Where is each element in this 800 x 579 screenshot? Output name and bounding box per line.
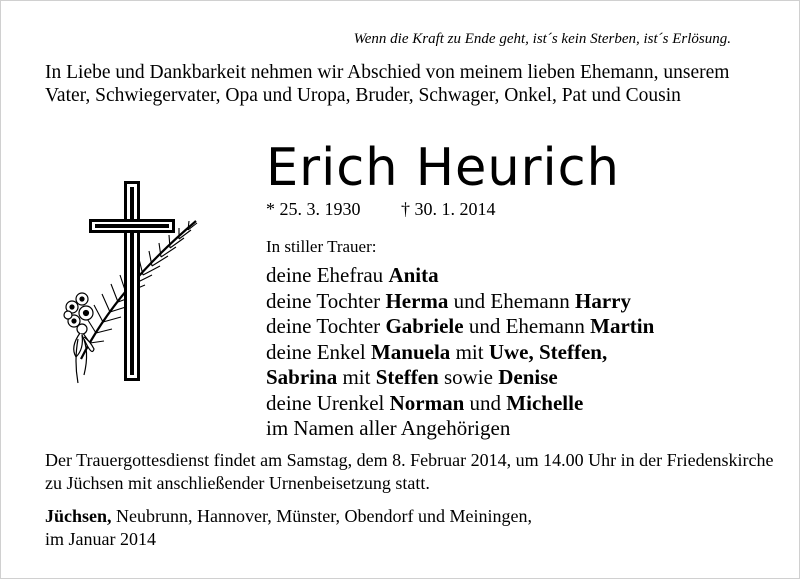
mourner-text: und Ehemann	[448, 288, 575, 313]
mourner-name: Anita	[388, 263, 439, 287]
mourner-text: im Namen aller Angehörigen	[266, 416, 511, 440]
deceased-name: Erich Heurich	[266, 138, 620, 198]
mourner-line	[266, 263, 654, 289]
mourner-text: deine Tochter	[266, 288, 386, 313]
mourner-name: Steffen	[375, 365, 439, 389]
mourner-text: und Ehemann	[463, 314, 591, 338]
motto: Wenn die Kraft zu Ende geht, ist´s kein Sterben, ist´s Erlösung.	[353, 31, 731, 47]
mourner-text: deine Tochter	[266, 314, 386, 338]
intro-text: In Liebe und Dankbarkeit nehmen wir Abschied von meinem lieben Ehemann, unserem Vater, Schwiegervater, Opa und Uropa, Bruder, Schwager, Onkel, Pat und Cousin	[45, 62, 730, 106]
place-rest: Neubrunn, Hannover, Münster, Obendorf und Meiningen,	[111, 506, 532, 526]
cross-icon	[89, 181, 175, 381]
mourner-line	[266, 365, 654, 391]
place-date: im Januar 2014	[45, 529, 156, 549]
death-date: † 30. 1. 2014	[401, 199, 496, 219]
mourner-line	[266, 289, 654, 315]
mourner-line	[266, 340, 654, 366]
mourner-name: Harry	[574, 288, 631, 313]
service-info: Der Trauergottesdienst findet am Samstag, dem 8. Februar 2014, um 14.00 Uhr in der Friedenskirche zu Jüchsen mit anschließender Urnenbeisetzung statt.	[45, 450, 774, 493]
place-and-date	[45, 505, 775, 551]
place-bold: Jüchsen,	[45, 506, 112, 526]
mourner-name: Denise	[498, 365, 558, 389]
mourner-name: Gabriele	[385, 314, 464, 338]
mourning-label: In stiller Trauer:	[266, 237, 377, 256]
mourner-text: und	[464, 390, 507, 415]
mourner-text: deine Ehefrau	[266, 263, 389, 287]
mourner-name: Manuela	[370, 339, 451, 364]
mourner-name: Michelle	[506, 390, 584, 415]
mourner-name: Uwe, Steffen,	[488, 339, 608, 364]
life-dates	[266, 199, 496, 220]
mourner-text: deine Enkel	[266, 339, 371, 364]
mourners-list	[266, 263, 654, 442]
mourner-line	[266, 416, 654, 442]
mourner-name: Norman	[389, 390, 465, 415]
mourner-text: mit	[450, 339, 489, 364]
mourner-line	[266, 391, 654, 417]
mourner-name: Martin	[590, 314, 655, 338]
mourner-text: sowie	[438, 365, 499, 389]
mourner-name: Herma	[385, 288, 449, 313]
mourner-text: mit	[337, 365, 376, 389]
mourner-name: Sabrina	[266, 365, 338, 389]
mourner-text: deine Urenkel	[266, 390, 390, 415]
cross-with-palm-icon	[56, 179, 206, 401]
mourner-line	[266, 314, 654, 340]
flower-bouquet-icon	[64, 293, 94, 383]
birth-date: * 25. 3. 1930	[266, 199, 361, 219]
